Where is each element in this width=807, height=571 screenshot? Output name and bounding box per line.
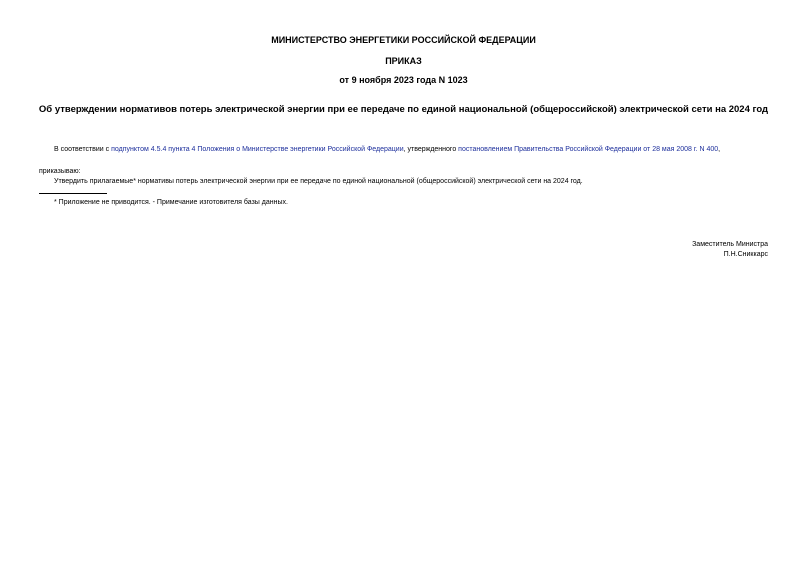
footnote-text: * Приложение не приводится. - Примечание изготовителя базы данных. xyxy=(54,199,288,206)
basis-suffix: , xyxy=(718,146,721,153)
signatory-position: Заместитель Министра xyxy=(692,241,768,248)
footnote-divider xyxy=(39,193,107,194)
document-date-number: от 9 ноября 2023 года N 1023 xyxy=(339,75,468,85)
signatory-name: П.Н.Сниккарс xyxy=(723,251,768,258)
basis-paragraph xyxy=(54,145,720,154)
approve-paragraph: Утвердить прилагаемые* нормативы потерь электрической энергии при ее передаче по единой национальной (общероссийской) электрической сети на 2024 год. xyxy=(54,178,583,185)
regulation-link[interactable]: подпунктом 4.5.4 пункта 4 Положения о Министерстве энергетики Российской Федерации xyxy=(111,146,404,153)
ministry-heading: МИНИСТЕРСТВО ЭНЕРГЕТИКИ РОССИЙСКОЙ ФЕДЕРАЦИИ xyxy=(271,35,536,45)
basis-middle: , утвержденного xyxy=(403,146,459,153)
order-word: приказываю: xyxy=(39,168,81,175)
resolution-link[interactable]: постановлением Правительства Российской Федерации от 28 мая 2008 г. N 400 xyxy=(458,146,719,153)
document-type-heading: ПРИКАЗ xyxy=(385,56,422,66)
basis-prefix: В соответствии с xyxy=(54,146,112,153)
document-title: Об утверждении нормативов потерь электрической энергии при ее передаче по единой национальной (общероссийской) электрической сети на 2024 год xyxy=(38,104,769,115)
